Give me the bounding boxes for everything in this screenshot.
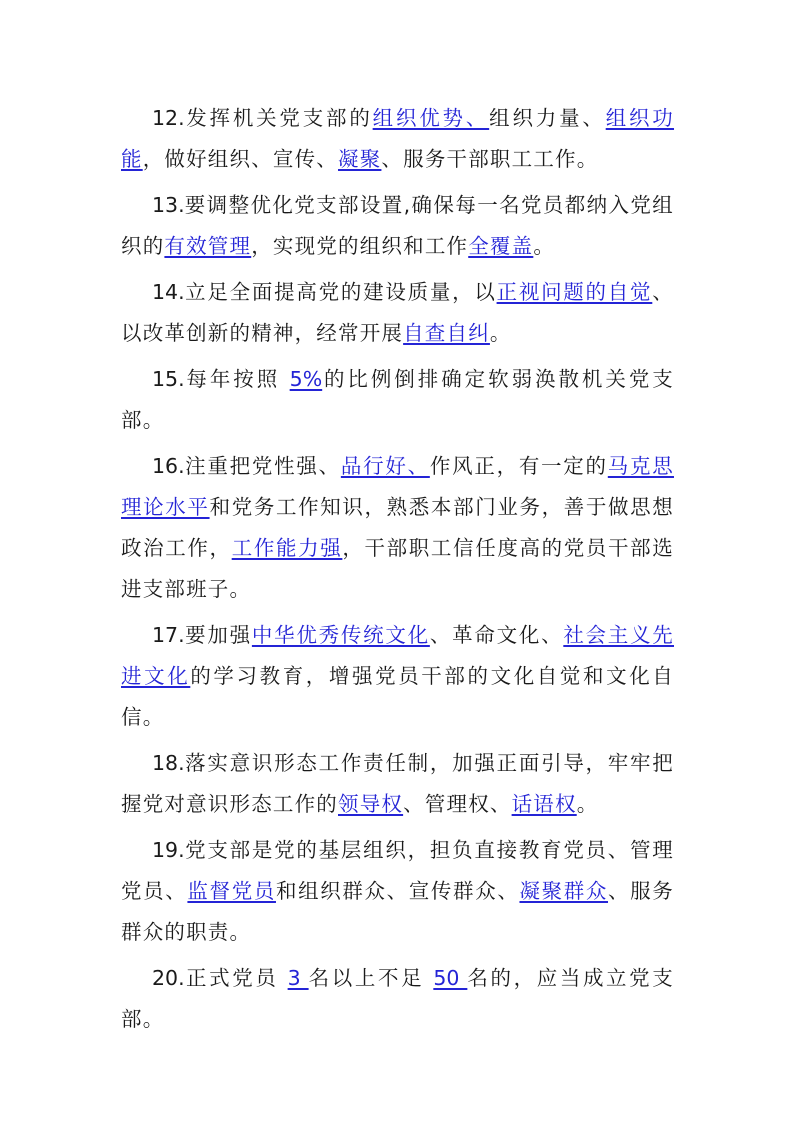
underlined-answer: 50 <box>433 966 468 990</box>
underlined-answer: 工作能力强 <box>231 536 343 560</box>
underlined-answer: 组织功能 <box>121 106 675 171</box>
underlined-answer: 品行好、 <box>340 454 430 478</box>
item-text: 注重把党性强、 <box>184 454 341 478</box>
item-text: 、以改革创新的精神，经常开展 <box>121 280 674 345</box>
list-item <box>121 446 674 610</box>
item-text: 、管理权、 <box>403 792 512 816</box>
item-number: 14. <box>152 280 185 304</box>
underlined-answer: 自查自纠 <box>403 321 490 345</box>
item-text: 和党务工作知识，熟悉本部门业务，善于做思想政治工作， <box>121 495 674 560</box>
list-item <box>121 615 674 738</box>
underlined-answer: 凝聚群众 <box>519 879 609 903</box>
item-number: 17. <box>152 623 185 647</box>
item-text: ，做好组织、宣传、 <box>142 147 339 171</box>
list-item <box>121 958 674 1040</box>
item-text: 发挥机关党支部的 <box>184 106 373 130</box>
underlined-answer: 监督党员 <box>187 879 276 903</box>
item-text: 。 <box>489 321 512 345</box>
underlined-answer: 凝聚 <box>338 147 382 171</box>
underlined-answer: 领导权 <box>338 792 404 816</box>
item-number: 16. <box>152 454 185 478</box>
list-item <box>121 830 674 953</box>
list-item <box>121 185 674 267</box>
item-number: 15. <box>152 367 185 391</box>
item-text: 每年按照 <box>184 367 290 391</box>
underlined-answer: 全覆盖 <box>468 234 534 258</box>
item-text: 的比例倒排确定软弱涣散机关党支部。 <box>121 367 674 432</box>
item-text: 名的，应当成立党支部。 <box>121 966 674 1031</box>
item-number: 12. <box>152 106 185 130</box>
item-text: 正式党员 <box>184 966 288 990</box>
underlined-answer: 话语权 <box>511 792 577 816</box>
item-text: 党支部是党的基层组织，担负直接教育党员、管理党员、 <box>121 838 674 903</box>
item-text: 和组织群众、宣传群众、 <box>275 879 520 903</box>
underlined-answer: 正视问题的自觉 <box>496 280 653 304</box>
list-item <box>121 359 674 441</box>
item-text: 要加强 <box>184 623 252 647</box>
document-page <box>121 98 674 1045</box>
item-text: 的学习教育，增强党员干部的文化自觉和文化自信。 <box>121 664 675 729</box>
item-text: 、革命文化、 <box>429 623 564 647</box>
item-number: 18. <box>152 751 185 775</box>
item-number: 13. <box>152 193 185 217</box>
item-text: ，实现党的组织和工作 <box>251 234 469 258</box>
underlined-answer: 中华优秀传统文化 <box>251 623 430 647</box>
item-text: 作风正，有一定的 <box>429 454 608 478</box>
list-item <box>121 272 674 354</box>
list-item <box>121 98 674 180</box>
underlined-answer: 3 <box>287 966 309 990</box>
item-text: 要调整优化党支部设置,确保每一名党员都纳入党组织的 <box>121 193 674 258</box>
item-text: 。 <box>533 234 556 258</box>
item-number: 20. <box>152 966 185 990</box>
list-item <box>121 743 674 825</box>
item-text: 立足全面提高党的建设质量，以 <box>184 280 497 304</box>
item-text: ，干部职工信任度高的党员干部选进支部班子。 <box>121 536 674 601</box>
item-number: 19. <box>152 838 185 862</box>
item-text: 。 <box>576 792 599 816</box>
item-text: 落实意识形态工作责任制，加强正面引导，牢牢把握党对意识形态工作的 <box>121 751 674 816</box>
item-text: 名以上不足 <box>308 966 434 990</box>
item-text: 、服务干部职工工作。 <box>381 147 599 171</box>
underlined-answer: 社会主义先进文化 <box>121 623 674 688</box>
item-text: 、服务群众的职责。 <box>121 879 674 944</box>
underlined-answer: 马克思理论水平 <box>121 454 674 519</box>
item-text: 组织力量、 <box>489 106 606 130</box>
underlined-answer: 组织优势、 <box>372 106 490 130</box>
underlined-answer: 5% <box>289 367 323 391</box>
underlined-answer: 有效管理 <box>164 234 252 258</box>
